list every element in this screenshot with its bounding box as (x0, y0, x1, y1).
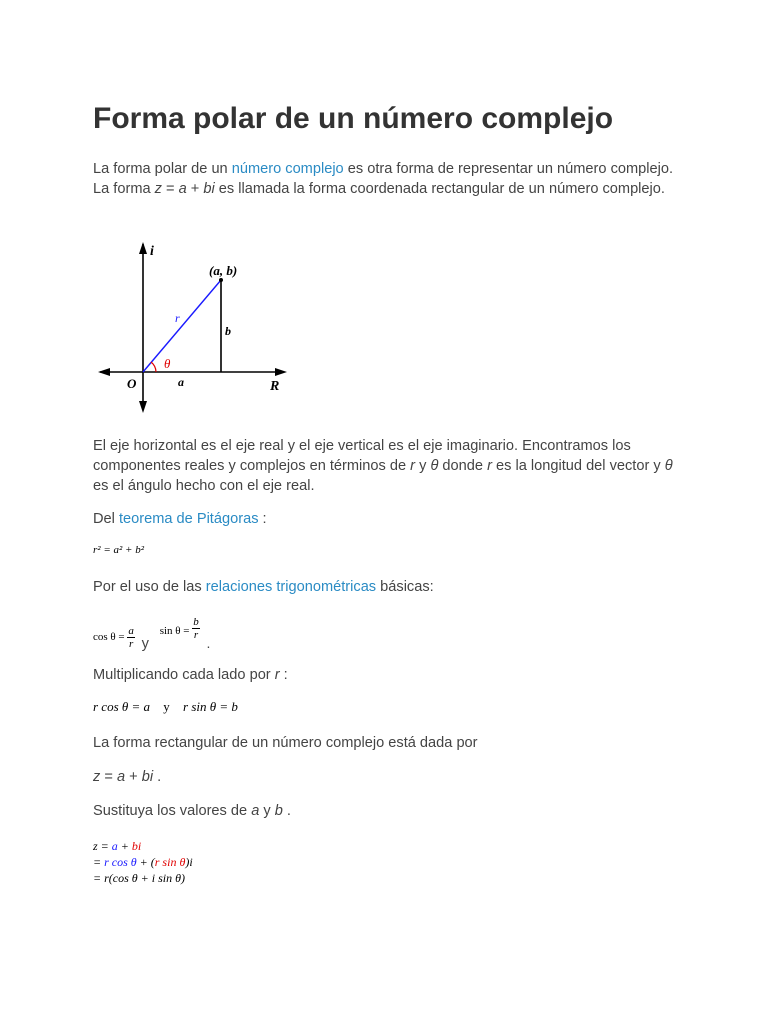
eq-cos-label: cos θ = (93, 631, 125, 643)
rect-paragraph: La forma rectangular de un número complejo está dada por (93, 735, 478, 751)
multiply-paragraph (93, 665, 683, 685)
intro-eq-plus: + (186, 181, 204, 197)
eq-mult-right: r sin θ = b (183, 699, 238, 714)
axes-theta-2: θ (664, 458, 673, 474)
mult-text-1: Multiplicando cada lado por (93, 667, 275, 683)
label-point: (a, b) (209, 263, 238, 278)
frac-cos-num: a (128, 624, 134, 637)
label-o: O (127, 376, 137, 391)
intro-eq-bi: bi (203, 181, 215, 197)
intro-eq-z: z (154, 181, 162, 197)
fraction-b-over-r (192, 616, 200, 641)
eq-final-l1-pre: z = (93, 839, 112, 853)
label-i: i (150, 244, 154, 259)
eq-final-l2-rcos: r cos θ (104, 855, 137, 869)
polar-diagram (98, 238, 298, 418)
eq-final-l1-bi: bi (131, 839, 142, 853)
pyth-text-1: Del (93, 511, 119, 527)
intro-text-1: La forma polar de un (93, 161, 232, 177)
eq-trig-y: y (141, 636, 149, 652)
zline-eq: = (100, 769, 117, 785)
eq-final-l2-end: )i (185, 855, 193, 869)
trig-text-2: básicas: (376, 579, 434, 595)
axes-text-2: y (415, 458, 431, 474)
equation-final (93, 838, 193, 886)
equation-pythagoras: r² = a² + b² (93, 544, 145, 556)
axes-paragraph (93, 436, 683, 496)
axes-text-5: es el ángulo hecho con el eje real. (93, 478, 315, 494)
real-axis-arrow-right (275, 368, 287, 376)
intro-text-2: es otra forma de representar un número complejo. La forma (93, 161, 674, 197)
vector-r (143, 280, 221, 372)
pythagoras-paragraph (93, 509, 683, 529)
eq-mult-left: r cos θ = a (93, 699, 151, 714)
intro-paragraph (93, 159, 683, 199)
equation-multiply (93, 699, 238, 715)
intro-text-3: es llamada la forma coordenada rectangular de un número complejo. (214, 181, 665, 197)
intro-eq-a: a (178, 181, 187, 197)
eq-final-line-1 (93, 838, 193, 854)
substitute-paragraph (93, 801, 683, 821)
eq-final-l1-plus: + (117, 839, 132, 853)
label-a: a (178, 375, 184, 389)
label-b: b (225, 324, 231, 338)
page-title: Forma polar de un número complejo (93, 102, 614, 135)
theta-arc (151, 362, 156, 372)
zline-end: . (153, 769, 162, 785)
frac-cos-den: r (129, 637, 134, 650)
eq-final-l2-pre: = (93, 855, 105, 869)
zline-plus: + (125, 769, 142, 785)
axes-text-4: es la longitud del vector y (491, 458, 665, 474)
axes-text-1: El eje horizontal es el eje real y el eje vertical es el eje imaginario. Encontramos los componentes reales y complejos en términos de (93, 438, 631, 474)
mult-r: r (274, 667, 280, 683)
link-teorema-pitagoras[interactable]: teorema de Pitágoras (118, 511, 259, 527)
eq-final-l2-rsin: r sin θ (154, 855, 186, 869)
intro-eq-mid: = (161, 181, 179, 197)
z-line (93, 767, 683, 787)
axes-r-1: r (410, 458, 416, 474)
label-theta: θ (164, 356, 171, 371)
pyth-text-2: : (258, 511, 267, 527)
mult-text-2: : (279, 667, 288, 683)
eq-final-l1-a: a (111, 839, 118, 853)
subst-text-2: . (282, 803, 291, 819)
eq-final-line-3: = r(cos θ + i sin θ) (93, 871, 185, 885)
axes-text-3: donde (438, 458, 488, 474)
trig-paragraph (93, 577, 683, 597)
eq-trig-dot: . (206, 635, 211, 651)
axes-r-2: r (487, 458, 492, 474)
zline-bi: bi (141, 769, 154, 785)
imaginary-axis-arrow-down (139, 401, 147, 413)
eq-final-line-2 (93, 854, 193, 870)
link-numero-complejo[interactable]: número complejo (231, 161, 344, 177)
subst-b: b (274, 803, 283, 819)
trig-text-1: Por el uso de las (93, 579, 206, 595)
label-r: r (175, 311, 180, 325)
frac-sin-num: b (193, 616, 199, 628)
zline-a: a (116, 769, 126, 785)
subst-a: a (251, 803, 260, 819)
eq-sin-label: sin θ = (159, 625, 190, 637)
subst-text-1: Sustituya los valores de (93, 803, 252, 819)
imaginary-axis-arrow-up (139, 242, 147, 254)
eq-mult-y: y (163, 699, 170, 714)
subst-y: y (259, 803, 275, 819)
frac-sin-den: r (193, 629, 199, 641)
zline-z: z (93, 769, 101, 785)
eq-final-l2-plus: + ( (136, 855, 155, 869)
axes-theta-1: θ (430, 458, 439, 474)
fraction-a-over-r (127, 625, 135, 650)
equation-trig (93, 616, 210, 652)
real-axis-arrow-left (98, 368, 110, 376)
link-relaciones-trigonometricas[interactable]: relaciones trigonométricas (205, 579, 377, 595)
label-R: R (270, 379, 280, 394)
